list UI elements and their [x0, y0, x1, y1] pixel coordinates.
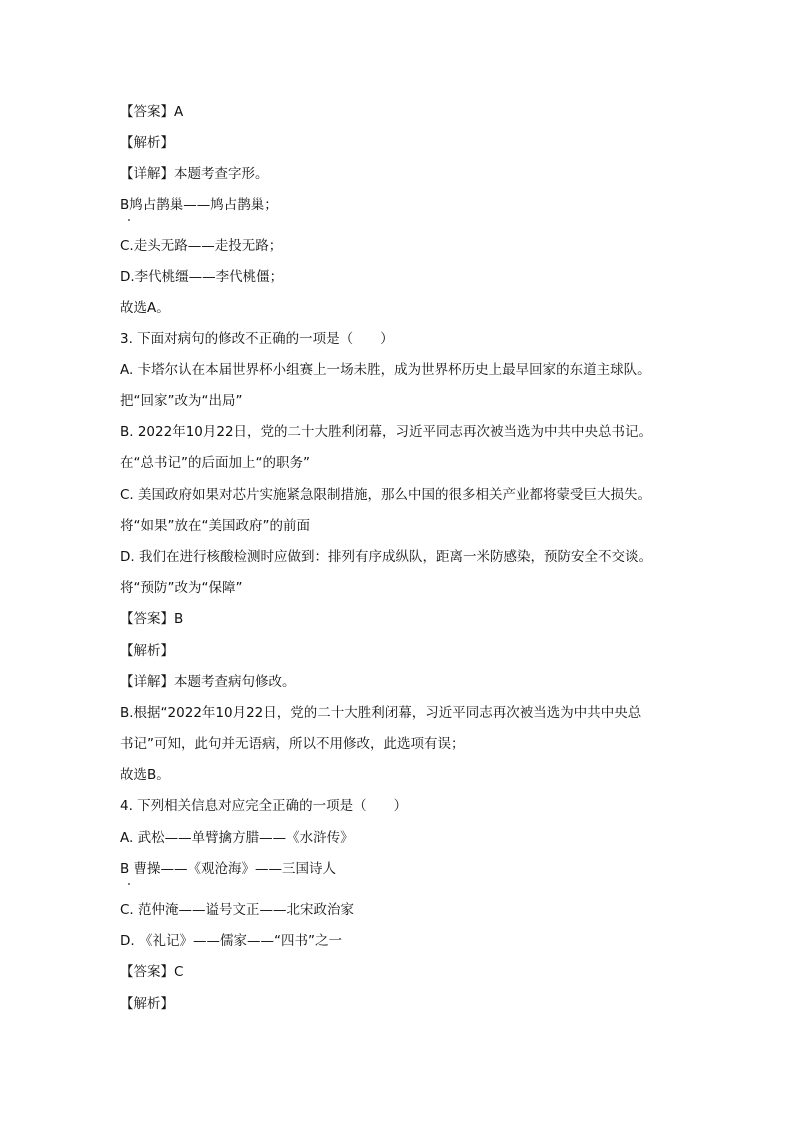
answer-line: 【答案】B: [120, 611, 184, 627]
detail-line: 【详解】本题考查病句修改。: [120, 674, 296, 690]
answer-line: 【答案】A: [120, 104, 184, 120]
option-line: C. 范仲淹——谥号文正——北宋政治家: [120, 902, 355, 918]
text-line: 故选B。: [120, 767, 170, 783]
emphasis-dot: [128, 219, 130, 221]
text-line: 在“总书记”的后面加上“的职务”: [120, 455, 310, 471]
question-line: 4. 下列相关信息对应完全正确的一项是（ ）: [120, 798, 408, 814]
text-line: 书记”可知，此句并无语病，所以不用修改，此选项有误；: [120, 736, 465, 752]
analysis-heading: 【解析】: [120, 996, 174, 1012]
text-line: 把“回家”改为“出局”: [120, 393, 243, 409]
option-line: A. 武松——单臂擒方腊——《水浒传》: [120, 830, 354, 846]
text-line: C.走头无路——走投无路；: [120, 238, 283, 254]
option-line: A. 卡塔尔认在本届世界杯小组赛上一场未胜，成为世界杯历史上最早回家的东道主球队。: [120, 362, 651, 378]
option-line: D. 我们在进行核酸检测时应做到：排列有序成纵队，距离一米防感染，预防安全不交谈。: [120, 549, 652, 565]
option-line: B. 2022年10月22日，党的二十大胜利闭幕，习近平同志再次被当选为中共中央总书记。: [120, 424, 653, 440]
analysis-heading: 【解析】: [120, 643, 174, 659]
text-line: B.根据“2022年10月22日，党的二十大胜利闭幕，习近平同志再次被当选为中共中央总: [120, 705, 642, 721]
question-line: 3. 下面对病句的修改不正确的一项是（ ）: [120, 331, 394, 347]
option-line: C. 美国政府如果对芯片实施紧急限制措施，那么中国的很多相关产业都将蒙受巨大损失。: [120, 487, 652, 503]
text-line: D.李代桃缰——李代桃僵；: [120, 269, 284, 285]
detail-line: 【详解】本题考查字形。: [120, 166, 269, 182]
text-line: B鸠占鹊巢——鸠占鹊巢；: [120, 197, 278, 213]
text-line: 将“如果”放在“美国政府”的前面: [120, 518, 310, 534]
text-line: 故选A。: [120, 300, 170, 316]
option-line: B 曹操——《观沧海》——三国诗人: [120, 861, 337, 877]
text-line: 将“预防”改为“保障”: [120, 580, 243, 596]
analysis-heading: 【解析】: [120, 135, 174, 151]
answer-line: 【答案】C: [120, 964, 184, 980]
option-line: D. 《礼记》——儒家——“四书”之一: [120, 933, 342, 949]
emphasis-dot: [128, 883, 130, 885]
